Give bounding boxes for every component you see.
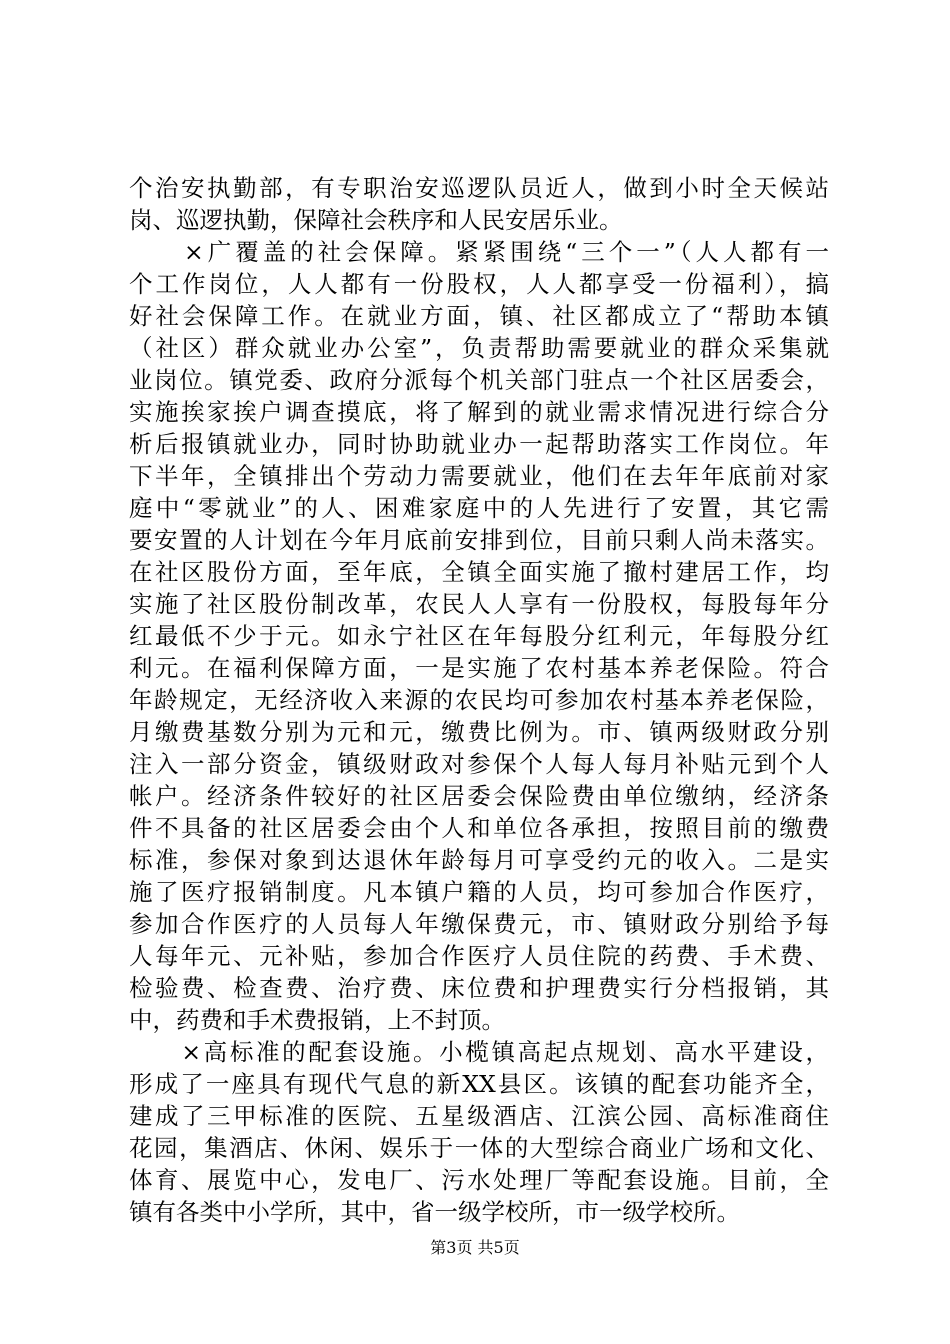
- text-line: ×广覆盖的社会保障。紧紧围绕“三个一”（人人都有一: [129, 238, 829, 266]
- text-line: 红最低不少于元。如永宁社区在年每股分红利元，年每股分红: [129, 622, 829, 650]
- page-footer: 第3页 共5页: [430, 1238, 520, 1257]
- text-line: 个治安执勤部，有专职治安巡逻队员近人，做到小时全天候站: [129, 174, 829, 202]
- text-line: 注入一部分资金，镇级财政对参保个人每人每月补贴元到个人: [129, 750, 829, 778]
- text-line: 中，药费和手术费报销，上不封顶。: [129, 1006, 505, 1034]
- text-line: 个工作岗位，人人都有一份股权，人人都享受一份福利），搞: [129, 270, 829, 298]
- body-text: [129, 172, 829, 1228]
- text-line: 参加合作医疗的人员每人年缴保费元，市、镇财政分别给予每: [129, 910, 829, 938]
- text-line: 施了医疗报销制度。凡本镇户籍的人员，均可参加合作医疗，: [129, 878, 829, 906]
- text-line: 人每年元、元补贴，参加合作医疗人员住院的药费、手术费、: [129, 942, 829, 970]
- text-line: 帐户。经济条件较好的社区居委会保险费由单位缴纳，经济条: [129, 782, 829, 810]
- text-line: 花园，集酒店、休闲、娱乐于一体的大型综合商业广场和文化、: [129, 1134, 829, 1162]
- text-line: 形成了一座具有现代气息的新XX县区。该镇的配套功能齐全，: [129, 1070, 829, 1098]
- text-line: 镇有各类中小学所，其中，省一级学校所，市一级学校所。: [129, 1198, 740, 1226]
- text-line: ×高标准的配套设施。小榄镇高起点规划、高水平建设，: [129, 1038, 829, 1066]
- text-line: 下半年，全镇排出个劳动力需要就业，他们在去年年底前对家: [129, 462, 829, 490]
- text-line: 好社会保障工作。在就业方面，镇、社区都成立了“帮助本镇: [129, 302, 829, 330]
- text-line: 检验费、检查费、治疗费、床位费和护理费实行分档报销，其: [129, 974, 829, 1002]
- text-line: 体育、展览中心，发电厂、污水处理厂等配套设施。目前，全: [129, 1166, 829, 1194]
- text-line: 实施了社区股份制改革，农民人人享有一份股权，每股每年分: [129, 590, 829, 618]
- text-line: 实施挨家挨户调查摸底，将了解到的就业需求情况进行综合分: [129, 398, 829, 426]
- text-line: 在社区股份方面，至年底，全镇全面实施了撤村建居工作，均: [129, 558, 829, 586]
- text-line: 件不具备的社区居委会由个人和单位各承担，按照目前的缴费: [129, 814, 829, 842]
- text-line: 标准，参保对象到达退休年龄每月可享受约元的收入。二是实: [129, 846, 829, 874]
- text-line: 年龄规定，无经济收入来源的农民均可参加农村基本养老保险，: [129, 686, 829, 714]
- text-line: 建成了三甲标准的医院、五星级酒店、江滨公园、高标准商住: [129, 1102, 829, 1130]
- text-line: 要安置的人计划在今年月底前安排到位，目前只剩人尚未落实。: [129, 526, 829, 554]
- text-line: 月缴费基数分别为元和元，缴费比例为。市、镇两级财政分别: [129, 718, 829, 746]
- text-line: 岗、巡逻执勤，保障社会秩序和人民安居乐业。: [129, 206, 623, 234]
- text-line: 庭中“零就业”的人、困难家庭中的人先进行了安置，其它需: [129, 494, 829, 522]
- text-line: （社区）群众就业办公室”，负责帮助需要就业的群众采集就: [129, 334, 829, 362]
- text-line: 业岗位。镇党委、政府分派每个机关部门驻点一个社区居委会，: [129, 366, 829, 394]
- text-line: 利元。在福利保障方面，一是实施了农村基本养老保险。符合: [129, 654, 829, 682]
- text-line: 析后报镇就业办，同时协助就业办一起帮助落实工作岗位。年: [129, 430, 829, 458]
